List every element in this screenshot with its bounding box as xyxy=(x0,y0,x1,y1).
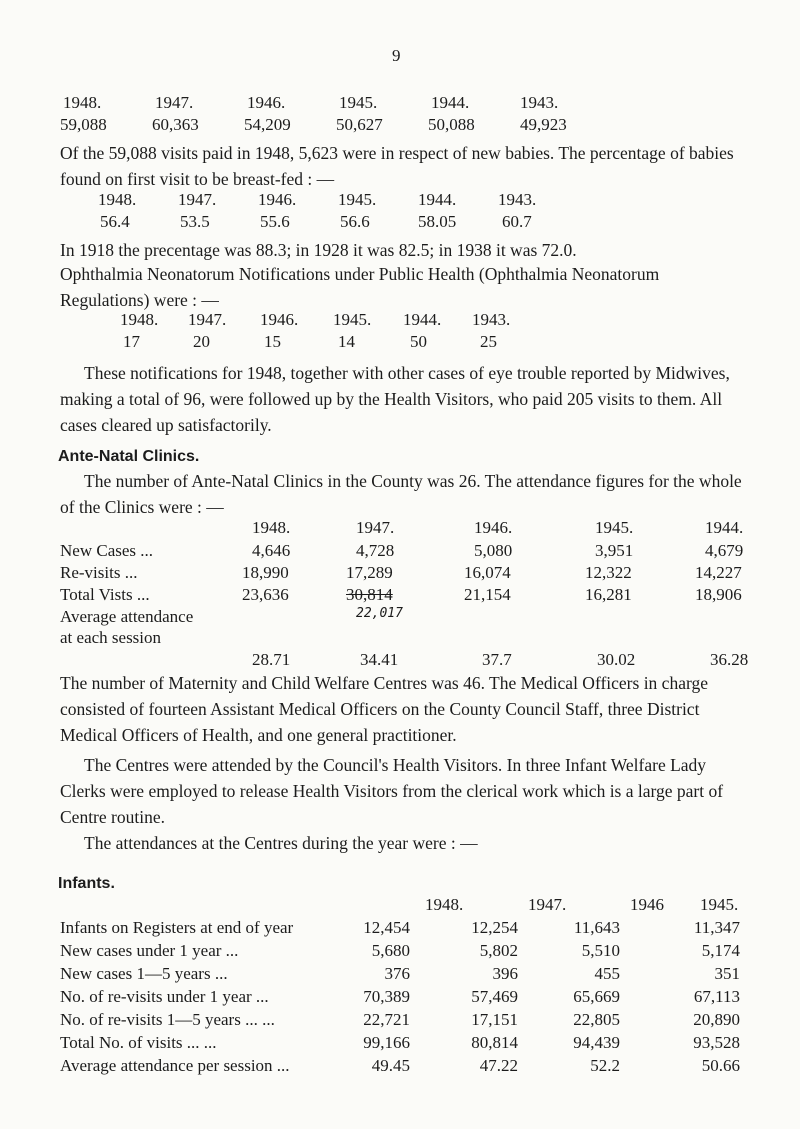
value-cell: 16,281 xyxy=(585,585,632,604)
value-cell: 376 xyxy=(384,964,410,983)
value-cell: 12,454 xyxy=(363,918,410,937)
year-cell: 1943. xyxy=(498,190,537,209)
value-cell: 50,627 xyxy=(336,115,383,134)
value-cell: 18,906 xyxy=(695,585,742,604)
year-cell: 1943. xyxy=(472,310,511,329)
value-cell: 58.05 xyxy=(418,212,457,231)
value-cell: 17,151 xyxy=(471,1010,518,1029)
paragraph-notifications: These notifications for 1948, together with other cases of eye trouble reported by Midwives, making a total of 96, were followed up by the Health Visitors, who paid 205 visits to them. All cases cleared up satisfactorily. xyxy=(60,363,730,435)
row-label: No. of re-visits 1—5 years ... ... xyxy=(60,1010,275,1029)
year-cell: 1945. xyxy=(338,190,377,209)
paragraph-attendances: The attendances at the Centres during the year were : — xyxy=(84,833,478,853)
value-cell: 17 xyxy=(123,332,140,351)
value-cell: 4,679 xyxy=(705,541,744,560)
value-cell: 80,814 xyxy=(471,1033,518,1052)
value-cell: 49.45 xyxy=(371,1056,410,1075)
column-header: 1948. xyxy=(252,518,291,537)
year-cell: 1945. xyxy=(339,93,378,112)
value-cell: 12,254 xyxy=(471,918,518,937)
value-cell: 67,113 xyxy=(693,987,740,1006)
value-cell: 11,347 xyxy=(693,918,740,937)
value-cell: 25 xyxy=(480,332,497,351)
column-header: 1945. xyxy=(700,895,739,914)
value-cell: 22,721 xyxy=(363,1010,410,1029)
paragraph-ophthalmia: Ophthalmia Neonatorum Notifications under Public Health (Ophthalmia Neonatorum Regulations) were : — xyxy=(60,264,660,310)
value-cell: 55.6 xyxy=(260,212,290,231)
value-cell: 65,669 xyxy=(573,987,620,1006)
row-label: Infants on Registers at end of year xyxy=(60,918,294,937)
value-cell: 20 xyxy=(193,332,210,351)
column-header: 1946. xyxy=(474,518,513,537)
value-cell: 56.6 xyxy=(340,212,370,231)
page-number: 9 xyxy=(392,46,401,65)
column-header: 1947. xyxy=(356,518,395,537)
value-cell: 14,227 xyxy=(695,563,742,582)
year-cell: 1947. xyxy=(155,93,194,112)
year-cell: 1945. xyxy=(333,310,372,329)
row-label: Average attendance per session ... xyxy=(60,1056,290,1075)
year-cell: 1944. xyxy=(418,190,457,209)
value-cell: 396 xyxy=(492,964,518,983)
row-label: New Cases ... xyxy=(60,541,154,560)
value-cell: 28.71 xyxy=(252,650,291,669)
column-header: 1946 xyxy=(630,895,664,914)
value-cell: 34.41 xyxy=(360,650,399,669)
handwritten-note: 22,017 xyxy=(356,606,403,621)
value-cell: 23,636 xyxy=(242,585,289,604)
year-cell: 1944. xyxy=(403,310,442,329)
year-cell: 1948. xyxy=(63,93,102,112)
value-cell: 17,289 xyxy=(346,563,393,582)
value-cell: 18,990 xyxy=(242,563,289,582)
antenatal-intro: The number of Ante-Natal Clinics in the County was 26. The attendance figures for the whole of the Clinics were : — xyxy=(60,471,742,517)
value-cell: 99,166 xyxy=(363,1033,410,1052)
column-header: 1945. xyxy=(595,518,634,537)
row-label: Total No. of visits ... ... xyxy=(60,1033,217,1052)
paragraph-visits: Of the 59,088 visits paid in 1948, 5,623 were in respect of new babies. The percentage of babies found on first visit to be breast-fed : — xyxy=(60,143,734,189)
row-label: New cases under 1 year ... xyxy=(60,941,239,960)
value-cell: 5,680 xyxy=(371,941,410,960)
value-cell: 70,389 xyxy=(363,987,410,1006)
year-cell: 1948. xyxy=(98,190,137,209)
value-cell: 15 xyxy=(264,332,281,351)
infants-heading: Infants. xyxy=(58,875,115,892)
row-label: Average attendance at each session xyxy=(60,607,194,647)
value-cell: 5,802 xyxy=(479,941,518,960)
value-cell: 20,890 xyxy=(693,1010,740,1029)
value-cell: 5,080 xyxy=(474,541,513,560)
value-cell: 21,154 xyxy=(464,585,511,604)
value-cell: 4,728 xyxy=(356,541,395,560)
value-cell: 36.28 xyxy=(710,650,749,669)
value-cell: 351 xyxy=(714,964,740,983)
column-header: 1947. xyxy=(528,895,567,914)
paragraph-centres: The number of Maternity and Child Welfare Centres was 46. The Medical Officers in charge consisted of fourteen Assistant Medical Officers on the County Council Staff, three District Medical Officers of Health, and one general practitioner. xyxy=(60,673,708,745)
year-cell: 1944. xyxy=(431,93,470,112)
value-cell: 12,322 xyxy=(585,563,632,582)
paragraph-visitors: The Centres were attended by the Council's Health Visitors. In three Infant Welfare Lady Clerks were employed to release Health Visitors from the clerical work which is a large part of Centre routine. xyxy=(60,755,724,827)
row-label: Re-visits ... xyxy=(60,563,138,582)
year-cell: 1947. xyxy=(178,190,217,209)
year-cell: 1948. xyxy=(120,310,159,329)
value-cell: 22,805 xyxy=(573,1010,620,1029)
value-cell: 11,643 xyxy=(573,918,620,937)
value-cell: 49,923 xyxy=(520,115,567,134)
value-cell: 30.02 xyxy=(597,650,636,669)
value-cell: 4,646 xyxy=(252,541,291,560)
value-cell: 94,439 xyxy=(573,1033,620,1052)
year-cell: 1946. xyxy=(247,93,286,112)
value-cell: 53.5 xyxy=(180,212,210,231)
value-cell: 14 xyxy=(338,332,355,351)
column-header: 1944. xyxy=(705,518,744,537)
antenatal-heading: Ante-Natal Clinics. xyxy=(58,448,200,465)
value-cell: 50,088 xyxy=(428,115,475,134)
value-cell: 455 xyxy=(594,964,620,983)
row-label: New cases 1—5 years ... xyxy=(60,964,228,983)
year-cell: 1946. xyxy=(260,310,299,329)
value-cell: 5,174 xyxy=(701,941,740,960)
paragraph-1918: In 1918 the precentage was 88.3; in 1928 it was 82.5; in 1938 it was 72.0. xyxy=(60,240,577,260)
value-cell: 60.7 xyxy=(502,212,532,231)
value-cell: 60,363 xyxy=(152,115,199,134)
value-cell: 57,469 xyxy=(471,987,518,1006)
value-cell: 59,088 xyxy=(60,115,107,134)
value-cell: 93,528 xyxy=(693,1033,740,1052)
value-cell: 52.2 xyxy=(590,1056,620,1075)
year-cell: 1947. xyxy=(188,310,227,329)
year-cell: 1946. xyxy=(258,190,297,209)
row-label: Total Vists ... xyxy=(60,585,150,604)
value-cell: 37.7 xyxy=(482,650,512,669)
value-cell: 56.4 xyxy=(100,212,130,231)
struck-value-cell: 30,814 xyxy=(346,585,393,604)
value-cell: 50 xyxy=(410,332,427,351)
column-header: 1948. xyxy=(425,895,464,914)
value-cell: 5,510 xyxy=(581,941,620,960)
year-cell: 1943. xyxy=(520,93,559,112)
value-cell: 54,209 xyxy=(244,115,291,134)
row-label: No. of re-visits under 1 year ... xyxy=(60,987,269,1006)
value-cell: 16,074 xyxy=(464,563,511,582)
value-cell: 47.22 xyxy=(479,1056,518,1075)
value-cell: 3,951 xyxy=(595,541,634,560)
value-cell: 50.66 xyxy=(701,1056,740,1075)
